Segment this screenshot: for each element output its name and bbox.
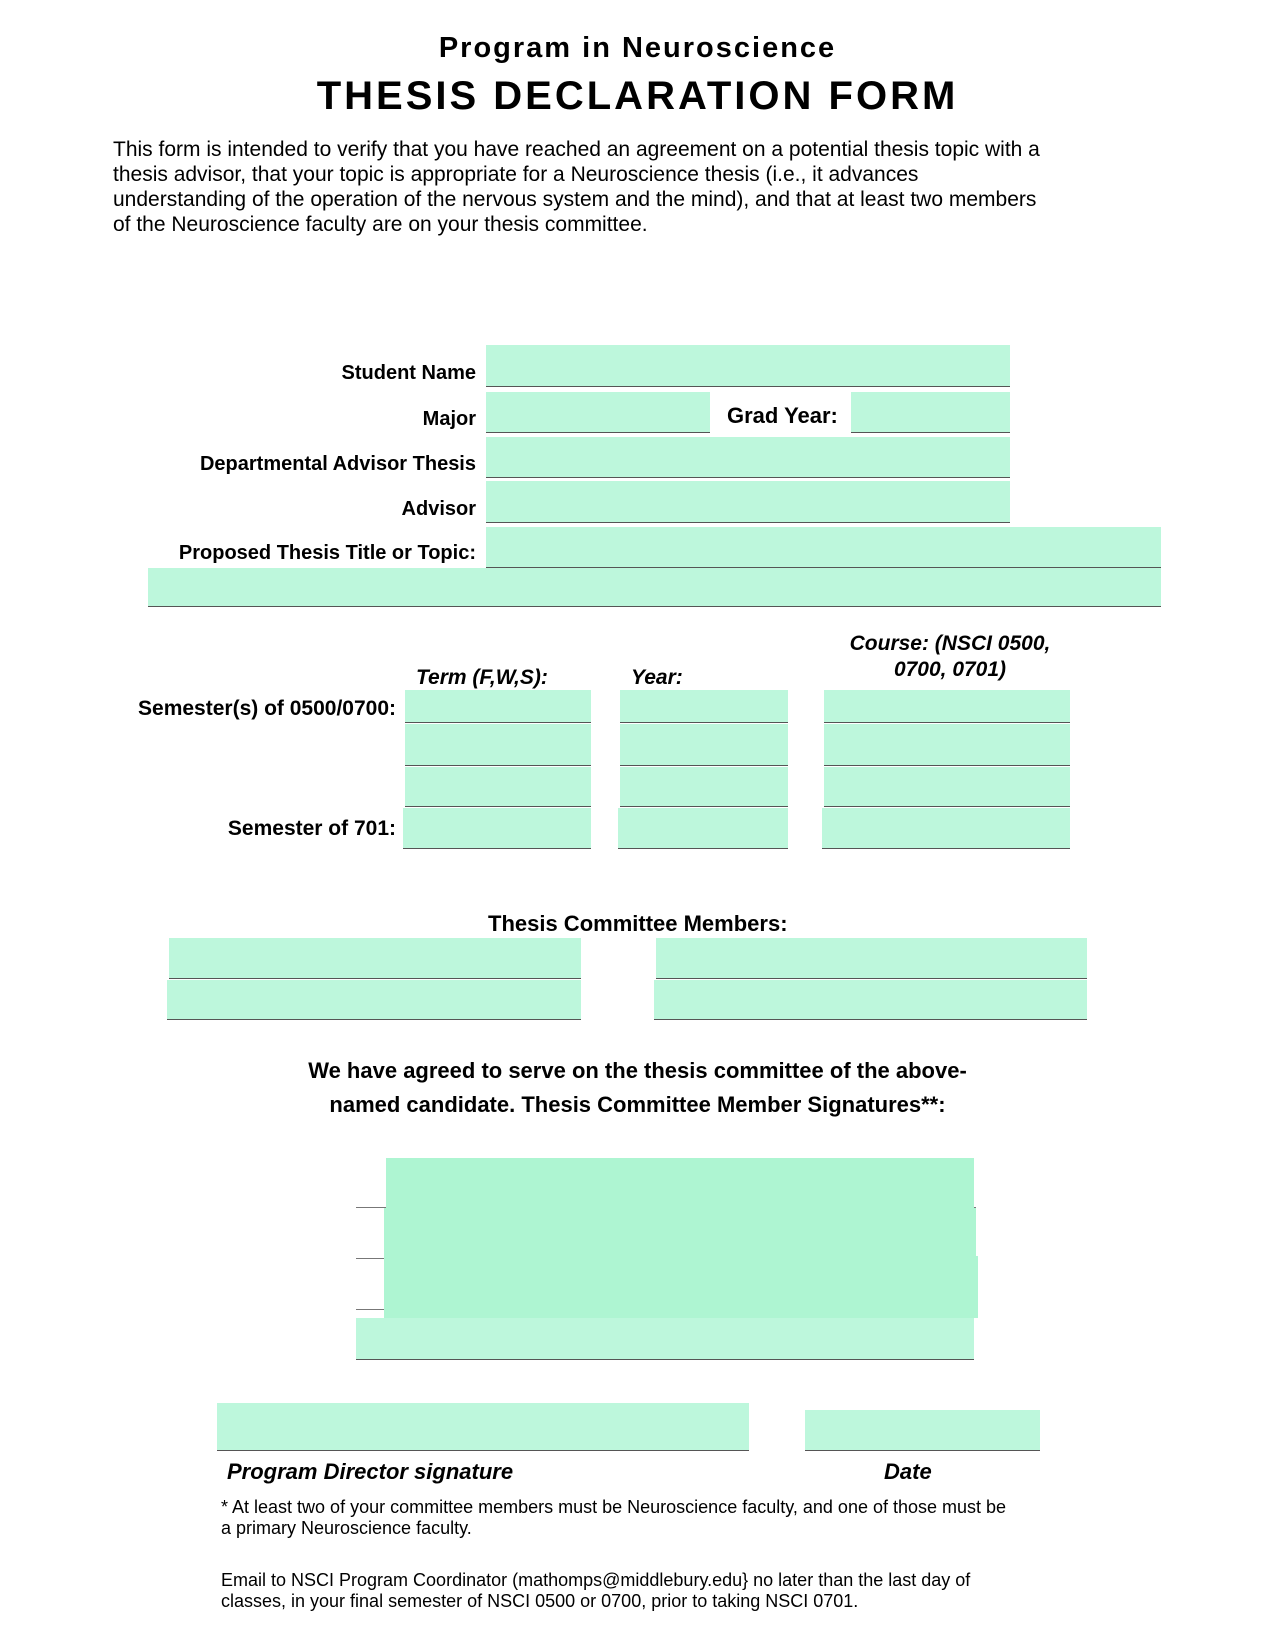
year-field-1[interactable] (620, 690, 788, 723)
footnote-line: Email to NSCI Program Coordinator (mathomps@middlebury.edu} no later than the last day of (221, 1570, 971, 1590)
committee-heading: Thesis Committee Members: (488, 911, 788, 936)
agreement-line: named candidate. Thesis Committee Member Signatures**: (329, 1092, 946, 1117)
thesis-advisor-label: Advisor (401, 498, 476, 520)
course-header-line2: 0700, 0701) (893, 658, 1007, 681)
committee-member-field-3[interactable] (656, 938, 1087, 979)
major-label: Major (422, 408, 476, 430)
course-input-701[interactable] (822, 808, 1070, 848)
committee-member-input-4[interactable] (654, 980, 1087, 1019)
course-field-701[interactable] (822, 808, 1070, 849)
committee-signature-input-3[interactable] (384, 1256, 978, 1318)
thesis-advisor-input[interactable] (486, 481, 1010, 522)
director-signature-label: Program Director signature (227, 1459, 514, 1484)
student-name-input[interactable] (486, 345, 1010, 386)
student-name-label: Student Name (341, 362, 476, 384)
term-field-2[interactable] (405, 724, 591, 766)
departmental-advisor-label: Departmental Advisor Thesis (199, 453, 476, 475)
thesis-advisor-field[interactable] (486, 481, 1010, 523)
term-field-3[interactable] (405, 767, 591, 807)
term-field-701[interactable] (403, 808, 591, 849)
committee-member-field-4[interactable] (654, 980, 1087, 1020)
proposed-title-field-1[interactable] (486, 527, 1161, 568)
departmental-advisor-field[interactable] (486, 437, 1010, 478)
term-input-1[interactable] (405, 690, 591, 722)
footnote-line: classes, in your final semester of NSCI 0500 or 0700, prior to taking NSCI 0701. (221, 1591, 859, 1611)
year-input-701[interactable] (618, 808, 788, 848)
course-input-1[interactable] (824, 690, 1070, 722)
year-input-3[interactable] (620, 767, 788, 806)
major-input[interactable] (486, 392, 710, 432)
course-field-2[interactable] (824, 724, 1070, 766)
committee-signature-field-4[interactable] (356, 1318, 974, 1360)
intro-line: This form is intended to verify that you have reached an agreement on a potential thesis topic with a (113, 138, 1040, 161)
year-header: Year: (631, 666, 683, 689)
director-signature-field[interactable] (217, 1403, 749, 1451)
semester-701-label: Semester of 701: (227, 817, 396, 840)
year-field-701[interactable] (618, 808, 788, 849)
committee-member-input-3[interactable] (656, 938, 1087, 978)
committee-signature-input-4[interactable] (356, 1318, 974, 1359)
proposed-title-input-2[interactable] (148, 568, 1161, 606)
year-field-3[interactable] (620, 767, 788, 807)
grad-year-input[interactable] (851, 392, 1010, 432)
date-field[interactable] (805, 1410, 1040, 1451)
footnote-line: a primary Neuroscience faculty. (221, 1518, 472, 1538)
committee-signature-field-3[interactable] (384, 1256, 978, 1318)
year-field-2[interactable] (620, 724, 788, 766)
proposed-title-field-2[interactable] (148, 568, 1161, 607)
committee-signature-input-1[interactable] (386, 1158, 974, 1208)
committee-member-field-1[interactable] (169, 938, 581, 979)
major-field[interactable] (486, 392, 710, 433)
year-input-1[interactable] (620, 690, 788, 722)
agreement-text (0, 1054, 1275, 1122)
departmental-advisor-input[interactable] (486, 437, 1010, 477)
program-name: Program in Neuroscience (438, 32, 837, 64)
committee-member-input-2[interactable] (167, 980, 581, 1019)
committee-member-field-2[interactable] (167, 980, 581, 1020)
term-header: Term (F,W,S): (416, 666, 548, 689)
form-title: THESIS DECLARATION FORM (316, 74, 959, 118)
term-input-701[interactable] (403, 808, 591, 848)
course-field-3[interactable] (824, 767, 1070, 807)
course-field-1[interactable] (824, 690, 1070, 723)
proposed-title-label: Proposed Thesis Title or Topic: (178, 542, 476, 564)
student-name-field[interactable] (486, 345, 1010, 387)
committee-signature-field-1[interactable] (386, 1158, 974, 1208)
footnote-email (221, 1570, 970, 1612)
intro-paragraph (113, 137, 1040, 237)
term-input-3[interactable] (405, 767, 591, 806)
course-input-3[interactable] (824, 767, 1070, 806)
proposed-title-input-1[interactable] (486, 527, 1161, 567)
director-signature-input[interactable] (217, 1403, 749, 1450)
intro-line: understanding of the operation of the nervous system and the mind), and that at least two members (113, 188, 1037, 211)
intro-line: of the Neuroscience faculty are on your thesis committee. (113, 213, 648, 236)
date-label: Date (884, 1459, 932, 1484)
footnote-committee (221, 1497, 1006, 1539)
grad-year-field[interactable] (851, 392, 1010, 433)
date-input[interactable] (805, 1410, 1040, 1450)
semester-0500-0700-label: Semester(s) of 0500/0700: (138, 697, 396, 720)
course-header-line1: Course: (NSCI 0500, (849, 632, 1051, 655)
year-input-2[interactable] (620, 724, 788, 765)
agreement-line: We have agreed to serve on the thesis committee of the above- (308, 1058, 967, 1083)
term-field-1[interactable] (405, 690, 591, 723)
committee-member-input-1[interactable] (169, 938, 581, 978)
committee-signature-field-2[interactable] (384, 1208, 976, 1256)
intro-line: thesis advisor, that your topic is appropriate for a Neuroscience thesis (i.e., it advances (113, 163, 919, 186)
term-input-2[interactable] (405, 724, 591, 765)
committee-signature-input-2[interactable] (384, 1208, 976, 1256)
course-input-2[interactable] (824, 724, 1070, 765)
footnote-line: * At least two of your committee members must be Neuroscience faculty, and one of those must be (221, 1497, 1007, 1517)
grad-year-label: Grad Year: (727, 403, 838, 428)
